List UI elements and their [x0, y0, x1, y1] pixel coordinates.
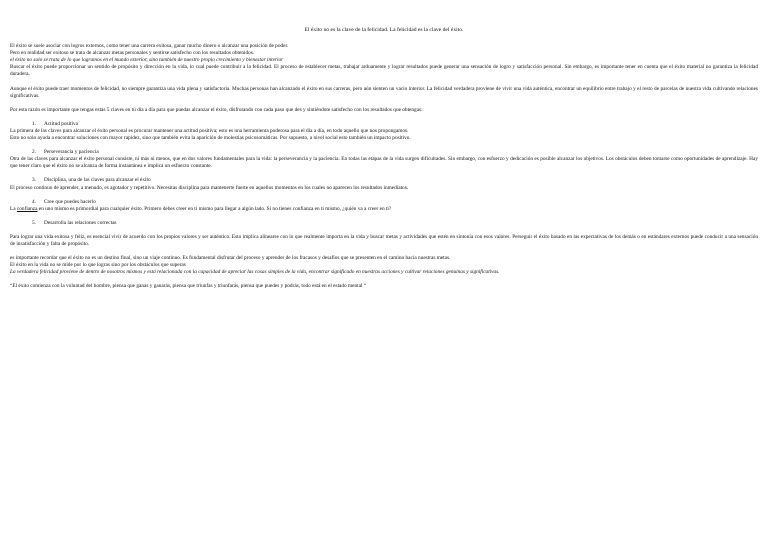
- key-4-heading: [10, 199, 758, 206]
- key-4-number: 4.: [32, 198, 36, 205]
- paragraph-happiness: Aunque el éxito puede traer momentos de felicidad, no siempre garantiza una vida plena y satisfactoria. Muchas personas han alcanzado el éxito en sus carreras, pero aún sienten un vacío interior. La felicidad verdadera proviene de vivir una vida auténtica, encontrar un equilibrio entre trabajo y el resto de parcelas de nuestra vida cultivando relaciones significativas.: [10, 85, 758, 99]
- key-1-heading: [10, 121, 758, 128]
- key-4-text-start: La: [10, 205, 17, 212]
- key-1-number: 1.: [32, 120, 36, 127]
- key-1-line-2: Esto no solo ayuda a encontrar soluciones con mayor rapidez, sino que también evita la aparición de molestias psicosomáticas. Por supuesto, a nivel social esto también un impacto positivo.: [10, 135, 411, 142]
- key-1-line-1: La primera de las claves para alcanzar el éxito personal es procurar mantener una actitud positiva; esto es una herramienta poderosa para el día a día, en todo aquello que nos propongamos.: [10, 127, 409, 134]
- key-2-text: Otra de las claves para alcanzar el éxito personal consiste, ni más ni menos, que en dos valores fundamentales para la vida: la perseverancia y la paciencia. En todas las etapas de la vida surgen dificultades. Sin embargo, con esfuerzo y dedicación es posible alcanzar los objetivos. Los obstáculos deben tomarse como oportunidades de aprendizaje. Hay que tener claro que el éxito no se alcanza de forma instantánea e implica un esfuerzo constante.: [10, 156, 758, 170]
- key-3-number: 3.: [32, 177, 36, 184]
- key-5-title: Desarrolla las relaciones correctas: [44, 219, 117, 226]
- key-3-text: El proceso continuo de aprender, a menudo, es agotador y repetitivo. Necesitas disciplina para mantenerte fuerte en aquellos momentos en los cuales no aparecen los resultados inmediatos.: [10, 184, 409, 191]
- key-3-heading: [10, 177, 758, 184]
- key-2-title: Perseverancia y paciencia: [44, 149, 99, 156]
- closing-line-2: El éxito en la vida no se mide por lo que logras sino por los obstáculos que superas: [10, 262, 186, 269]
- key-5-number: 5.: [32, 219, 36, 226]
- intro-paragraph: Buscar el éxito puede proporcionar un sentido de propósito y dirección en la vida, lo cual puede contribuir a la felicidad. El proceso de establecer metas, trabajar arduamente y lograr resultados puede generar una sensación de logro y satisfacción personal. Sin embargo, es importante tener en cuenta que el éxito material no garantiza la felicidad duradera.: [10, 64, 758, 78]
- key-4-text-end: en uno mismo es primordial para cualquier éxito. Primero debes creer en ti mismo para llegar a algún lado. Si no tienes confianza en ti mismo, ¿quién va a creer en ti?: [37, 205, 392, 212]
- paragraph-authenticity: Para lograr una vida exitosa y feliz, es esencial vivir de acuerdo con los propios valores y ser auténtico. Esto implica alinearse con lo que realmente importa en la vida y buscar metas y actividades que estén en sintonía con esos valores. Perseguir el éxito basado en las expectativas de los demás o en estándares externos puede conducir a una sensación de insatisfacción y falta de propósito.: [10, 233, 758, 247]
- intro-line-2: Pero en realidad ser exitoso se trata de alcanzar metas personales y sentirse satisfecho con los resultados obtenidos.: [10, 50, 255, 57]
- document-page: [10, 27, 758, 290]
- paragraph-five-keys: Por esta razón es importante que tengas estas 5 claves en tú día a día para que puedas alcanzar el éxito, disfrutando con cada paso que des y sintiéndote satisfecho con los resultados que obtengas:: [10, 106, 423, 113]
- key-4-text: [10, 206, 758, 213]
- intro-line-1: El éxito se suele asociar con logros externos, como tener una carrera exitosa, ganar mucho dinero o alcanzar una posición de poder.: [10, 43, 289, 50]
- document-title: El éxito no es la clave de la felicidad. La felicidad es la clave del éxito.: [304, 27, 464, 33]
- key-2-number: 2.: [32, 149, 36, 156]
- closing-line-1: es importante recordar que el éxito no es un destino final, sino un viaje continuo. Es fundamental disfrutar del proceso y aprender de los fracasos y desafíos que se presenten en el camino hacia nuestras metas.: [10, 255, 451, 262]
- closing-line-3-italic: La verdadera felicidad proviene de dentro de nosotros mismos y está relacionada con la capacidad de apreciar las cosas simples de la vida, encontrar significado en nuestras acciones y cultivar relaciones genuinas y significativas.: [10, 269, 500, 276]
- key-3-title: Disciplina, una de las claves para alcanzar el éxito: [44, 177, 151, 184]
- key-1-title: Actitud positiva: [44, 120, 78, 127]
- intro-line-3-italic: el éxito no solo se trata de lo que logramos en el mundo exterior, sino también de nuestro propio crecimiento y bienestar interior: [10, 57, 284, 64]
- closing-quote: “El éxito comienza con la voluntad del hombre, piensa que ganas y ganarás, piensa que triunfas y triunfarás, piensa que puedes y podrás, todo está en el estado mental “: [10, 283, 367, 290]
- key-5-heading: [10, 220, 758, 227]
- key-4-title: Cree que puedes hacerlo: [44, 198, 96, 205]
- confianza-underlined-word: confianza: [16, 205, 38, 212]
